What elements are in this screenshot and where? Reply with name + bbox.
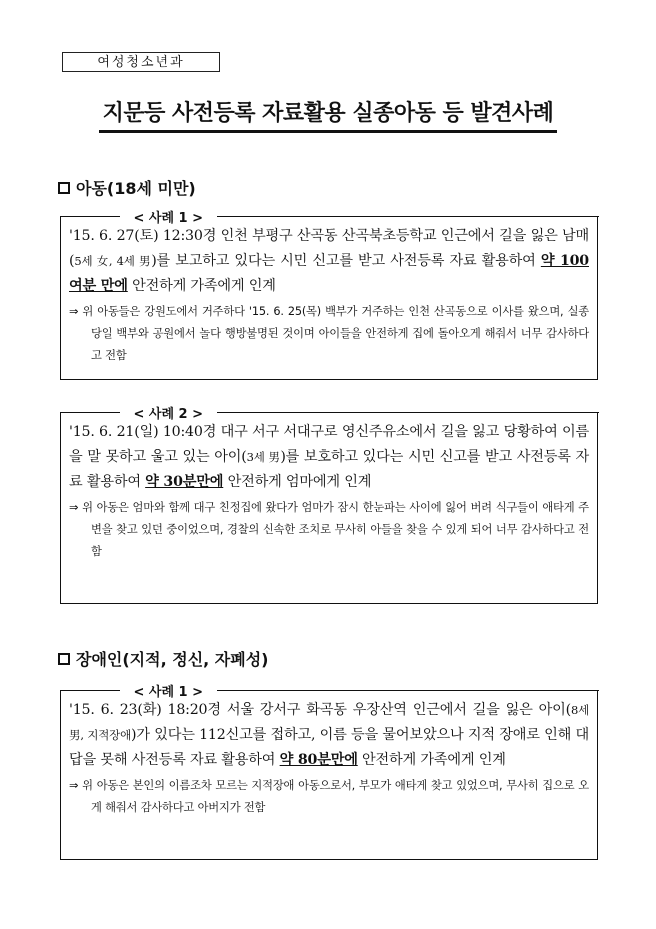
case-text: '15. 6. 23(화) 18:20경 서울 강서구 화곡동 우장산역 인근에서 길을 잃은 아이(8세 男, 지적장애)가 있다는 112신고를 접하고, 이름 등을 물어보았으나 지적 장애로 인해 대답을 못해 사전등록 자료 활용하여 약 80분만에 안전하게 가족에게 인계 <box>69 702 589 768</box>
case-label: < 사례 2 > <box>133 406 204 422</box>
checkbox-icon <box>58 653 70 665</box>
section-heading-disabled <box>58 647 268 670</box>
case-label: < 사례 1 > <box>133 684 204 700</box>
section-heading-children <box>58 176 196 199</box>
divider <box>217 216 598 217</box>
case-box <box>60 406 598 604</box>
divider <box>217 690 598 691</box>
divider <box>60 690 120 691</box>
case-text: '15. 6. 27(토) 12:30경 인천 부평구 산곡동 산곡북초등학교 인근에서 길을 잃은 남매(5세 女, 4세 男)를 보고하고 있다는 시민 신고를 받고 사전등록 자료 활용하여 약 100여분 만에 안전하게 가족에게 인계 <box>69 228 589 294</box>
checkbox-icon <box>58 182 70 194</box>
department-label: 여성청소년과 <box>62 52 220 72</box>
section-heading-text: 장애인(지적, 정신, 자폐성) <box>76 650 269 669</box>
case-text: '15. 6. 21(일) 10:40경 대구 서구 서대구로 영신주유소에서 길을 잃고 당황하여 이름을 말 못하고 울고 있는 아이(3세 男)를 보호하고 있다는 시민 신고를 받고 사전등록 자료 활용하여 약 30분만에 안전하게 엄마에게 인계 <box>69 424 589 490</box>
case-box <box>60 210 598 380</box>
divider <box>217 412 598 413</box>
divider <box>60 216 120 217</box>
case-note: ⇒ 위 아동은 본인의 이름조차 모르는 지적장애 아동으로서, 부모가 애타게 찾고 있었으며, 무사히 집으로 오게 해줘서 감사하다고 아버지가 전함 <box>69 779 589 814</box>
case-header <box>60 404 599 420</box>
page-title <box>0 96 656 133</box>
case-header <box>60 682 599 698</box>
case-note: ⇒ 위 아동은 엄마와 함께 대구 친정집에 왔다가 엄마가 잠시 한눈파는 사이에 잃어 버려 식구들이 애타게 주변을 찾고 있던 중이었으며, 경찰의 신속한 조치로 무사히 아들을 찾을 수 있게 되어 너무 감사하다고 전함 <box>69 501 589 558</box>
case-header <box>60 208 599 224</box>
divider <box>60 412 120 413</box>
case-box <box>60 684 598 860</box>
case-note: ⇒ 위 아동들은 강원도에서 거주하다 '15. 6. 25(목) 백부가 거주하는 인천 산곡동으로 이사를 왔으며, 실종당일 백부와 공원에서 놀다 행방불명된 것이며 아이들을 안전하게 집에 돌아오게 해줘서 너무 감사하다고 전함 <box>69 305 589 362</box>
page-title-text: 지문등 사전등록 자료활용 실종아동 등 발견사례 <box>99 96 558 133</box>
section-heading-text: 아동(18세 미만) <box>76 179 196 198</box>
case-label: < 사례 1 > <box>133 210 204 226</box>
